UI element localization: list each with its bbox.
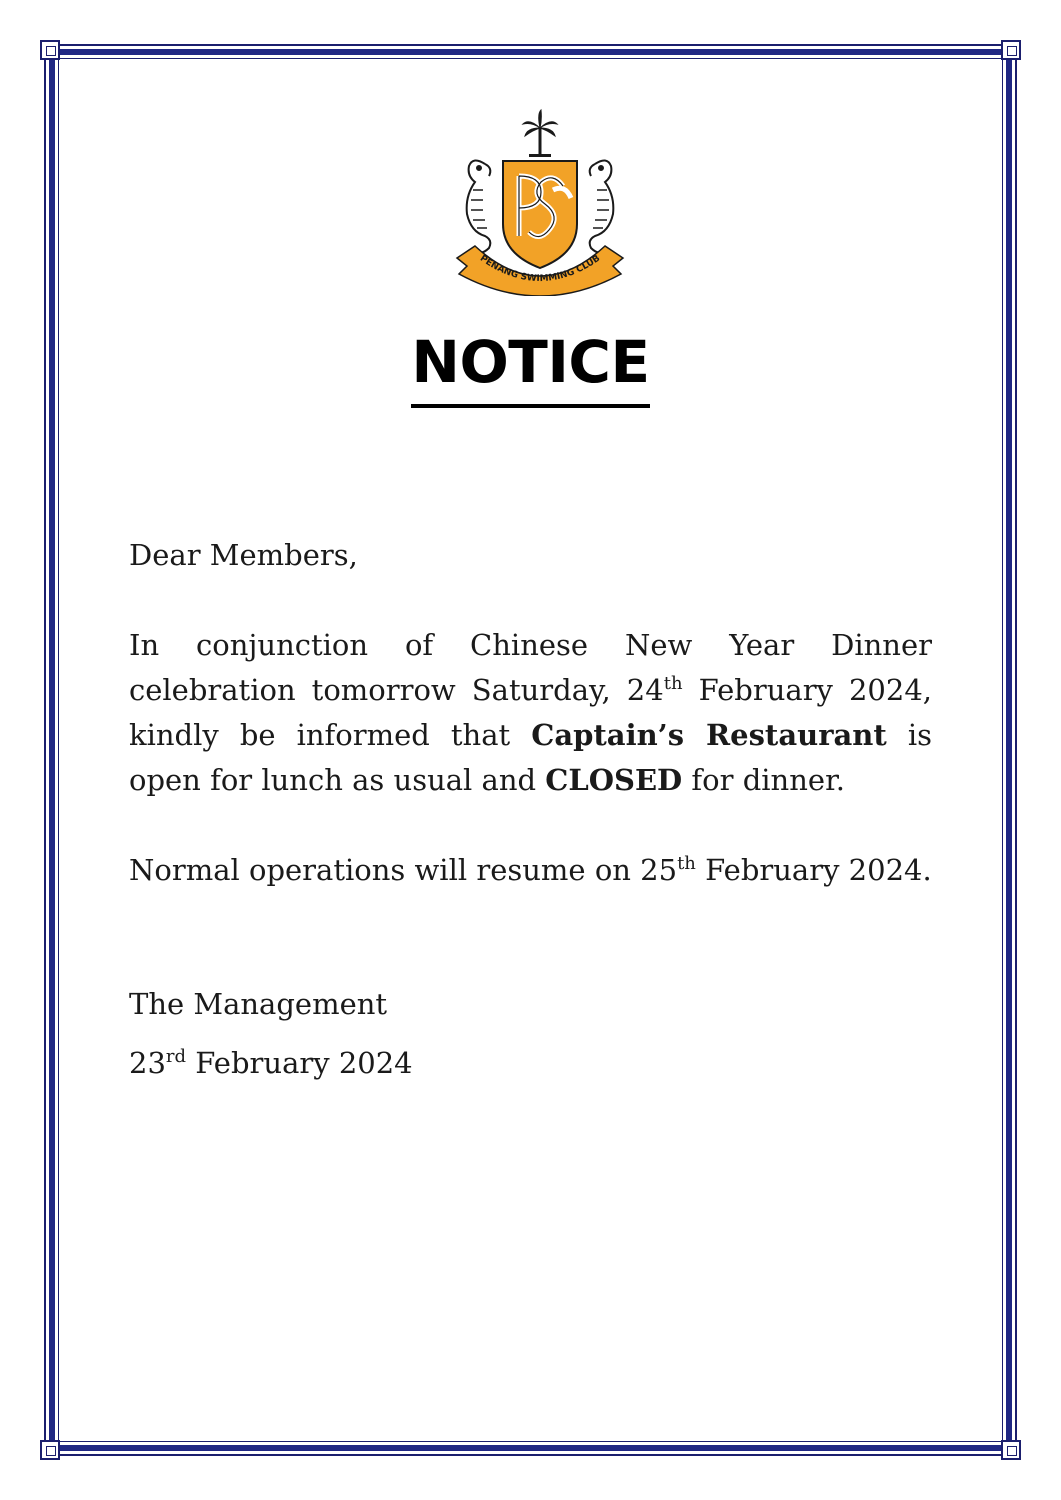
p1-text-2: February 2024, kindly be informed that bbox=[129, 673, 933, 752]
restaurant-name: Captain’s Restaurant bbox=[531, 718, 887, 752]
club-crest-logo bbox=[445, 106, 635, 296]
date-rest: February 2024 bbox=[186, 1046, 413, 1080]
paragraph-resume-notice bbox=[129, 848, 932, 893]
notice-title-text: NOTICE bbox=[411, 322, 649, 408]
date-ordinal-suffix: rd bbox=[165, 1045, 187, 1067]
greeting: Dear Members, bbox=[129, 538, 358, 572]
seahorse-left-icon bbox=[467, 160, 491, 252]
signature: The Management bbox=[129, 987, 388, 1021]
closed-emphasis: CLOSED bbox=[545, 763, 683, 797]
p2-ordinal-suffix: th bbox=[677, 852, 696, 874]
p1-text-1: In conjunction of Chinese New Year Dinner celebration tomorrow Saturday, 24 bbox=[129, 628, 932, 707]
notice-title bbox=[0, 322, 1061, 408]
p2-text-2: February 2024. bbox=[695, 853, 932, 887]
seahorse-right-icon bbox=[590, 160, 614, 252]
border-corner-bottom-right bbox=[1001, 1440, 1021, 1460]
border-corner-bottom-left bbox=[40, 1440, 60, 1460]
paragraph-closure-notice bbox=[129, 623, 932, 803]
p1-text-3: is open for lunch as usual and bbox=[129, 718, 932, 797]
notice-date bbox=[129, 1041, 932, 1086]
palm-tree-icon bbox=[523, 110, 557, 157]
p1-text-4: for dinner. bbox=[682, 763, 845, 797]
ribbon-text: PENANG SWIMMING CLUB bbox=[477, 253, 603, 285]
border-corner-top-right bbox=[1001, 40, 1021, 60]
club-crest-graphic bbox=[445, 106, 635, 296]
p1-ordinal-suffix: th bbox=[663, 672, 683, 694]
border-corner-top-left bbox=[40, 40, 60, 60]
date-day: 23 bbox=[129, 1046, 166, 1080]
shield-shape bbox=[503, 161, 577, 268]
p2-text-1: Normal operations will resume on 25 bbox=[129, 853, 678, 887]
